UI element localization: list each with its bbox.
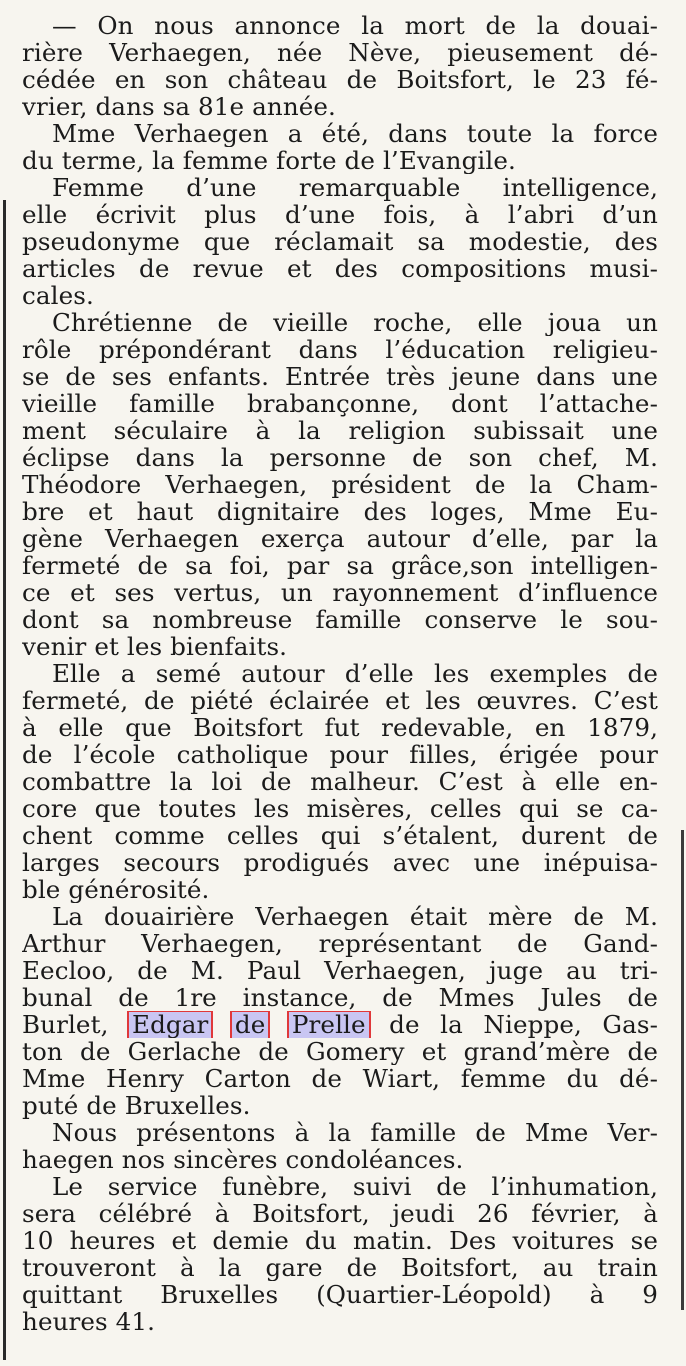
text-line: à elle que Boitsfort fut redevable, en 1879, — [22, 714, 658, 741]
text-line: ment séculaire à la religion subissait une — [22, 417, 658, 444]
text-line: ton de Gerlache de Gomery et grand’mère de — [22, 1038, 658, 1065]
text-line: Mme Verhaegen a été, dans toute la force — [52, 120, 658, 147]
newspaper-article — [22, 12, 658, 1335]
text-line: 10 heures et demie du matin. Des voitures se — [22, 1227, 658, 1254]
right-column-rule — [681, 830, 684, 1310]
highlighted-line — [22, 1011, 658, 1038]
text-line: rôle prépondérant dans l’éducation religieu- — [22, 336, 658, 363]
highlighted-word[interactable]: Prelle — [289, 1012, 369, 1038]
text-line: sera célébré à Boitsfort, jeudi 26 février, à — [22, 1200, 658, 1227]
left-column-rule — [3, 200, 6, 1360]
text-line: Chrétienne de vieille roche, elle joua un — [52, 309, 658, 336]
text-line: éclipse dans la personne de son chef, M. — [22, 444, 658, 471]
text-line: Femme d’une remarquable intelligence, — [52, 174, 658, 201]
line-text-after: de la Nieppe, Gas- — [389, 1011, 658, 1038]
text-line: puté de Bruxelles. — [22, 1092, 251, 1119]
text-line: fermeté de sa foi, par sa grâce,son intelligen- — [22, 552, 658, 579]
text-line: du terme, la femme forte de l’Evangile. — [22, 147, 516, 174]
text-line: vrier, dans sa 81e année. — [22, 93, 336, 120]
text-line: rière Verhaegen, née Nève, pieusement dé- — [22, 39, 658, 66]
text-line: elle écrivit plus d’une fois, à l’abri d’un — [22, 201, 658, 228]
text-line: quittant Bruxelles (Quartier-Léopold) à 9 — [22, 1281, 658, 1308]
text-line: vieille famille brabançonne, dont l’attache- — [22, 390, 658, 417]
text-line: Nous présentons à la famille de Mme Ver- — [52, 1119, 658, 1146]
text-line: bunal de 1re instance, de Mmes Jules de — [22, 984, 658, 1011]
text-line: haegen nos sincères condoléances. — [22, 1146, 464, 1173]
text-line: Le service funèbre, suivi de l’inhumation, — [52, 1173, 658, 1200]
text-line: Mme Henry Carton de Wiart, femme du dé- — [22, 1065, 658, 1092]
text-line: heures 41. — [22, 1308, 156, 1335]
text-line: dont sa nombreuse famille conserve le sou- — [22, 606, 658, 633]
line-text-before: Burlet, — [22, 1011, 109, 1038]
text-line: ble générosité. — [22, 876, 210, 903]
text-line: cales. — [22, 282, 94, 309]
text-line: Théodore Verhaegen, président de la Cham- — [22, 471, 658, 498]
text-line: Arthur Verhaegen, représentant de Gand- — [22, 930, 658, 957]
text-line: pseudonyme que réclamait sa modestie, des — [22, 228, 658, 255]
text-line: La douairière Verhaegen était mère de M. — [52, 903, 658, 930]
text-line: se de ses enfants. Entrée très jeune dans une — [22, 363, 658, 390]
text-line: larges secours prodigués avec une inépuisa- — [22, 849, 658, 876]
text-line: chent comme celles qui s’étalent, durent de — [22, 822, 658, 849]
text-line: core que toutes les misères, celles qui se ca- — [22, 795, 658, 822]
text-line: cédée en son château de Boitsfort, le 23 fé- — [22, 66, 658, 93]
highlighted-word[interactable]: Edgar — [129, 1012, 211, 1038]
text-line: combattre la loi de malheur. C’est à elle en- — [22, 768, 658, 795]
text-line: Eecloo, de M. Paul Verhaegen, juge au tri- — [22, 957, 658, 984]
text-line: gène Verhaegen exerça autour d’elle, par la — [22, 525, 658, 552]
text-line: fermeté, de piété éclairée et les œuvres. C’est — [22, 687, 658, 714]
text-line: trouveront à la gare de Boitsfort, au train — [22, 1254, 658, 1281]
text-line: — On nous annonce la mort de la douai- — [52, 12, 658, 39]
text-line: articles de revue et des compositions musi- — [22, 255, 658, 282]
text-line: bre et haut dignitaire des loges, Mme Eu- — [22, 498, 658, 525]
text-line: Elle a semé autour d’elle les exemples de — [52, 660, 658, 687]
text-line: ce et ses vertus, un rayonnement d’influence — [22, 579, 658, 606]
highlighted-word[interactable]: de — [232, 1012, 269, 1038]
text-line: venir et les bienfaits. — [22, 633, 288, 660]
text-line: de l’école catholique pour filles, érigée pour — [22, 741, 658, 768]
